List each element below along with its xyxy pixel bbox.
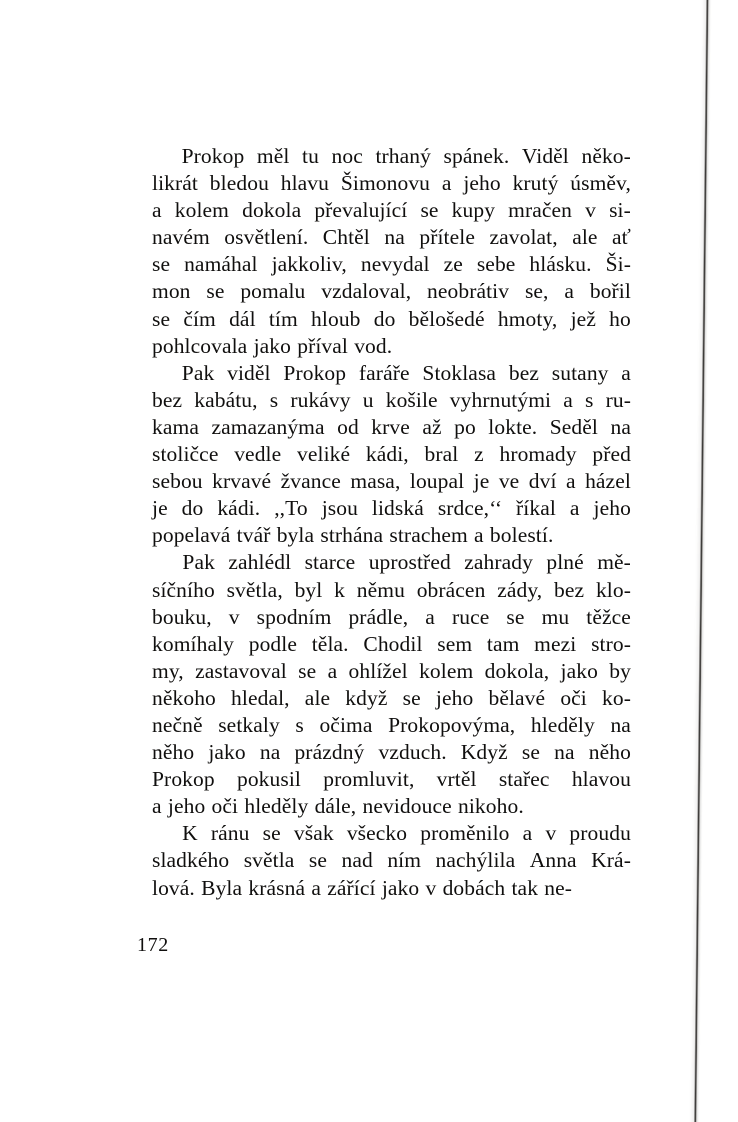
word: ale <box>304 685 331 710</box>
word: vod. <box>354 333 393 358</box>
word: vrtěl <box>436 767 477 792</box>
word: lidská <box>371 496 424 521</box>
word: spodním <box>256 604 332 629</box>
word: vzdaloval, <box>321 279 412 304</box>
word: jeho <box>435 685 474 710</box>
word: pohlcovala <box>152 333 248 358</box>
word: s <box>269 387 279 412</box>
word: kabátu, <box>194 387 258 412</box>
word: se <box>521 740 541 765</box>
word: a <box>327 658 338 683</box>
word: a <box>152 198 162 223</box>
text-line <box>152 170 631 197</box>
word: sladkého <box>152 848 230 873</box>
text-line <box>152 549 631 576</box>
text-line <box>152 387 631 414</box>
word: jako <box>560 658 598 683</box>
word: srdce,‘‘ <box>437 496 503 521</box>
word: prázdný <box>294 740 365 765</box>
text-line <box>152 875 631 902</box>
word: vedle <box>234 442 282 467</box>
word: tak <box>511 875 539 900</box>
word: vyhrnutými <box>449 387 552 412</box>
word: na <box>554 740 575 765</box>
word: kolem <box>174 198 229 223</box>
word: Anna <box>529 848 577 873</box>
word: ne- <box>544 875 573 900</box>
paragraph <box>152 549 631 820</box>
word: masa, <box>350 469 401 494</box>
text-line <box>152 820 631 847</box>
word: by <box>609 658 631 683</box>
paragraph-indent <box>152 820 169 847</box>
text-line <box>152 604 631 631</box>
paragraph <box>152 360 631 550</box>
word: tam <box>486 631 520 656</box>
word: ránu <box>210 821 250 846</box>
scan-edge-shadow-soft <box>690 0 711 1122</box>
word: strhána <box>320 523 384 548</box>
word: bledou <box>209 171 269 196</box>
word: pokusil <box>236 767 301 792</box>
text-line <box>152 414 631 441</box>
word: zamazanýma <box>211 414 325 439</box>
word: jeho <box>167 794 206 819</box>
word: a <box>474 523 484 548</box>
word: něko- <box>581 144 631 168</box>
word: z <box>474 442 484 467</box>
word: hlásku. <box>529 252 592 277</box>
word: mon <box>152 279 191 304</box>
text-line <box>152 360 631 387</box>
word: Byla <box>201 875 243 900</box>
word: a <box>311 875 321 900</box>
word: Prokop <box>152 767 215 792</box>
word: úsměv, <box>570 171 631 196</box>
word: očima <box>319 712 373 737</box>
word: Pak <box>181 360 215 385</box>
word: zahlédl <box>228 550 292 575</box>
word: čím <box>183 306 216 331</box>
word: zahrady <box>464 550 533 575</box>
text-line <box>152 522 631 549</box>
word: proudu <box>569 821 631 846</box>
text-line <box>152 306 631 333</box>
word: těla. <box>311 631 349 656</box>
word: si- <box>609 198 631 223</box>
word: bez <box>152 387 183 412</box>
word: se <box>402 685 421 710</box>
scan-edge-shadow <box>694 0 709 1122</box>
word: se <box>420 198 439 223</box>
word: dobách <box>442 875 506 900</box>
word: strachem <box>389 523 468 548</box>
word: prádle, <box>348 604 409 629</box>
word: do <box>373 306 396 331</box>
word: zastavoval <box>195 658 287 683</box>
word: hlavu <box>280 171 330 196</box>
word: v <box>585 198 596 223</box>
word: žvance <box>280 469 341 494</box>
word: však <box>293 821 334 846</box>
word: a <box>564 279 575 304</box>
text-line <box>152 224 631 251</box>
word: mezi <box>534 631 577 656</box>
word: zářící <box>327 875 376 900</box>
text-line <box>152 333 631 360</box>
word: K <box>182 821 198 846</box>
word: hledal, <box>231 685 290 710</box>
word: bořil <box>589 279 631 304</box>
word: hlavou <box>571 767 631 792</box>
word: hleděly <box>530 712 595 737</box>
word: krásná <box>248 875 306 900</box>
word: měl <box>256 144 290 168</box>
word: dál <box>229 306 256 331</box>
paragraph <box>152 143 631 360</box>
word: světla <box>243 848 295 873</box>
word: u <box>362 387 374 412</box>
word: Chtěl <box>322 225 370 250</box>
word: ohlížel <box>348 658 408 683</box>
word: tvář <box>236 523 271 548</box>
word: před <box>592 442 631 467</box>
word: na <box>384 225 405 250</box>
text-line <box>152 197 631 224</box>
word: krutý <box>512 171 559 196</box>
text-line <box>152 251 631 278</box>
word: hloub <box>311 306 361 331</box>
text-line <box>152 278 631 305</box>
word: a <box>522 821 533 846</box>
word: Viděl <box>521 144 569 168</box>
word: sebou <box>152 469 203 494</box>
word: s <box>585 387 594 412</box>
text-line <box>152 143 631 170</box>
word: jako <box>208 740 246 765</box>
word: všecko <box>346 821 408 846</box>
word: spánek. <box>443 144 510 168</box>
word: ruce <box>451 604 490 629</box>
paragraph-indent <box>152 549 169 576</box>
word: mě- <box>597 550 631 575</box>
word: jeho <box>463 171 501 196</box>
word: ve <box>498 469 520 494</box>
word: my, <box>152 658 184 683</box>
word: na <box>610 414 631 439</box>
word: krvavé <box>212 469 272 494</box>
word: bolestí. <box>489 523 554 548</box>
word: dví <box>528 469 557 494</box>
word: Pak <box>182 550 215 575</box>
page-number: 172 <box>137 934 169 956</box>
word: je <box>152 496 168 521</box>
word: k <box>334 577 345 602</box>
word: a <box>425 604 435 629</box>
word: házel <box>585 469 631 494</box>
word: košile <box>385 387 438 412</box>
word: Ši- <box>605 252 631 277</box>
word: někoho <box>152 685 216 710</box>
word: ale <box>572 225 598 250</box>
word: hromady <box>499 442 577 467</box>
word: a <box>152 794 162 819</box>
word: se <box>152 252 171 277</box>
word: se <box>152 306 171 331</box>
word: Krá- <box>591 848 631 873</box>
word: ru- <box>605 387 631 412</box>
paragraph-indent <box>152 143 169 170</box>
word: komíhaly <box>152 631 235 656</box>
word: loupal <box>409 469 465 494</box>
word: sem <box>437 631 473 656</box>
word: a <box>569 496 580 521</box>
word: v <box>425 875 437 900</box>
word: mu <box>541 604 570 629</box>
word: říkal <box>516 496 556 521</box>
word: jakkoliv, <box>271 252 347 277</box>
word: likrát <box>152 171 198 196</box>
word: navém <box>152 225 210 250</box>
word: Seděl <box>549 414 599 439</box>
word: uprostřed <box>368 550 451 575</box>
word: jeho <box>593 496 631 521</box>
word: osvětlení. <box>224 225 309 250</box>
word: hmoty, <box>497 306 558 331</box>
word: dále, <box>314 794 357 819</box>
word: Prokop <box>181 144 245 168</box>
word: se, <box>524 279 549 304</box>
word: a <box>621 360 631 385</box>
word: lokte. <box>488 414 538 439</box>
word: ko- <box>602 685 631 710</box>
word: dokola, <box>484 658 550 683</box>
word: v <box>545 821 557 846</box>
word: nečně <box>152 712 203 737</box>
word: a <box>563 387 573 412</box>
word: na <box>610 712 631 737</box>
word: starce <box>304 550 356 575</box>
word: se <box>506 604 525 629</box>
word: kolem <box>419 658 474 683</box>
body-text-block <box>152 143 631 902</box>
word: vzduch. <box>378 740 447 765</box>
word: ze <box>443 252 463 277</box>
word: sutany <box>551 360 609 385</box>
word: převalující <box>314 198 408 223</box>
word: Stoklasa <box>422 360 497 385</box>
paragraph-indent <box>152 360 169 387</box>
word: podle <box>248 631 298 656</box>
word: těžce <box>586 604 631 629</box>
word: do <box>181 496 204 521</box>
word: nikoho. <box>458 794 524 819</box>
word: kupy <box>451 198 496 223</box>
word: sebe <box>476 252 516 277</box>
word: proměnilo <box>420 821 510 846</box>
word: zavolat, <box>489 225 558 250</box>
word: se <box>308 848 328 873</box>
word: tu <box>302 144 319 168</box>
text-line <box>152 712 631 739</box>
word: zády, <box>497 577 543 602</box>
word: nevydal <box>360 252 430 277</box>
word: bez <box>508 360 539 385</box>
word: se <box>206 279 225 304</box>
word: ho <box>609 306 631 331</box>
word: jako <box>381 875 420 900</box>
word: Prokop <box>283 360 347 385</box>
text-line <box>152 631 631 658</box>
word: kádi, <box>365 442 409 467</box>
text-line <box>152 658 631 685</box>
word: obrácen <box>416 577 486 602</box>
word: přítele <box>419 225 475 250</box>
text-line <box>152 847 631 874</box>
word: bez <box>554 577 585 602</box>
text-line <box>152 441 631 468</box>
word: po <box>454 414 476 439</box>
word: noc <box>331 144 363 168</box>
word: hleděly <box>244 794 309 819</box>
text-line <box>152 685 631 712</box>
text-line <box>152 739 631 766</box>
word: tím <box>268 306 298 331</box>
word: rukávy <box>290 387 351 412</box>
word: něho <box>152 740 195 765</box>
word: nad <box>341 848 373 873</box>
text-line <box>152 577 631 604</box>
word: dokola <box>242 198 302 223</box>
word: se <box>262 821 281 846</box>
word: když <box>345 685 388 710</box>
word: od <box>337 414 359 439</box>
word: Šimonovu <box>340 171 431 196</box>
word: pomalu <box>240 279 306 304</box>
word: nachýlila <box>435 848 516 873</box>
word: plné <box>546 550 584 575</box>
word: bouku, <box>152 604 212 629</box>
word: trhaný <box>375 144 431 168</box>
word: promluvit, <box>323 767 415 792</box>
text-line <box>152 468 631 495</box>
paragraph <box>152 820 631 901</box>
word: je <box>473 469 490 494</box>
word: stoličce <box>152 442 219 467</box>
word: na <box>259 740 281 765</box>
word: s <box>295 712 304 737</box>
word: setkaly <box>218 712 280 737</box>
word: neobrátiv <box>427 279 510 304</box>
word: nevidouce <box>362 794 452 819</box>
word: popelavá <box>152 523 231 548</box>
word: viděl <box>227 360 271 385</box>
word: bělošedé <box>408 306 485 331</box>
word: a <box>565 469 576 494</box>
word: a <box>441 171 452 196</box>
word: kama <box>152 414 199 439</box>
word: namáhal <box>184 252 258 277</box>
word: oči <box>560 685 587 710</box>
word: němu <box>356 577 405 602</box>
word: jež <box>570 306 596 331</box>
word: příval <box>297 333 348 358</box>
word: jako <box>253 333 291 358</box>
word: stařec <box>498 767 550 792</box>
text-line <box>152 495 631 522</box>
text-line <box>152 766 631 793</box>
word: ,,To <box>274 496 308 521</box>
word: něho <box>588 740 631 765</box>
word: se <box>298 658 317 683</box>
word: síčního <box>152 577 215 602</box>
text-line <box>152 793 631 820</box>
word: Chodil <box>363 631 423 656</box>
word: klo- <box>595 577 631 602</box>
word: v <box>228 604 240 629</box>
word: byla <box>276 523 315 548</box>
word: bělavé <box>488 685 546 710</box>
word: Když <box>460 740 508 765</box>
word: veliké <box>297 442 351 467</box>
word: jsou <box>321 496 358 521</box>
word: kádi. <box>217 496 261 521</box>
word: ním <box>387 848 422 873</box>
word: světla, <box>226 577 283 602</box>
word: bral <box>424 442 459 467</box>
word: Prokopovýma, <box>388 712 516 737</box>
word: oči <box>211 794 239 819</box>
word: krve <box>371 414 410 439</box>
word: stro- <box>591 631 631 656</box>
word: mračen <box>508 198 573 223</box>
word: až <box>422 414 442 439</box>
word: faráře <box>358 360 410 385</box>
word: ať <box>612 225 631 250</box>
word: byl <box>294 577 323 602</box>
word: lová. <box>152 875 195 900</box>
